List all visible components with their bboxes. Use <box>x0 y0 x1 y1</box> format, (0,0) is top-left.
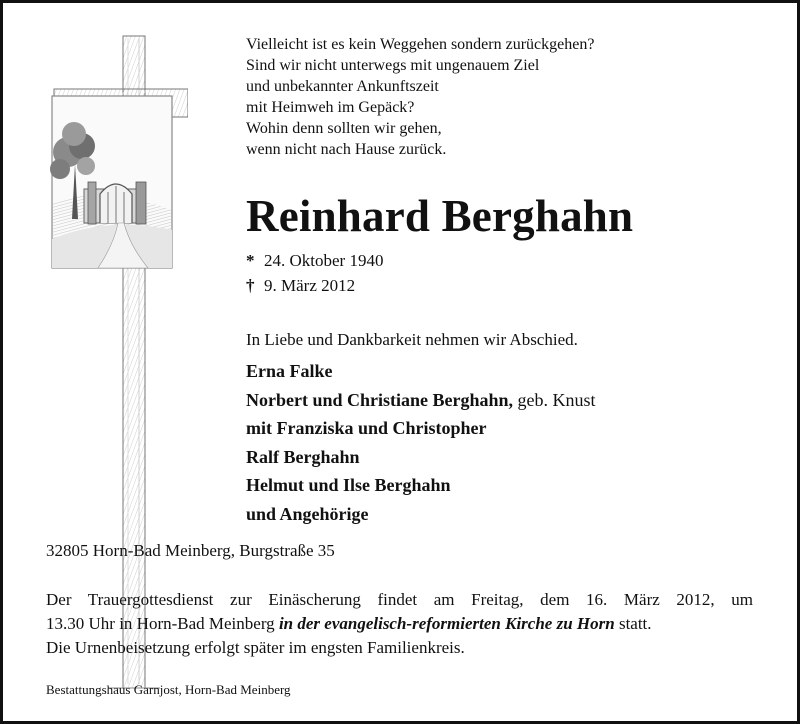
family-member: Norbert und Christiane Berghahn, <box>246 389 514 410</box>
family-member: Helmut und Ilse Berghahn <box>246 475 451 496</box>
service-line <box>46 612 753 636</box>
poem-line: Sind wir nicht unterwegs mit ungenauem Ziel <box>246 57 540 74</box>
family-member: Ralf Berghahn <box>246 446 360 467</box>
farewell-text: In Liebe und Dankbarkeit nehmen wir Abschied. <box>246 330 578 349</box>
service-text: statt. <box>614 614 652 633</box>
poem-line: und unbekannter Ankunftszeit <box>246 78 439 95</box>
family-member: mit Franziska und Christopher <box>246 418 487 439</box>
birth-date: 24. Oktober 1940 <box>264 251 384 270</box>
birth-symbol: * <box>246 251 255 270</box>
family-member: Erna Falke <box>246 361 333 381</box>
service-text: 13.30 Uhr in Horn-Bad Meinberg <box>46 614 279 633</box>
life-dates <box>246 248 383 298</box>
funeral-home: Bestattungshaus Garnjost, Horn-Bad Meinberg <box>46 682 291 697</box>
death-symbol: † <box>246 276 255 295</box>
address: 32805 Horn-Bad Meinberg, Burgstraße 35 <box>46 541 335 560</box>
poem <box>246 34 594 160</box>
poem-line: mit Heimweh im Gepäck? <box>246 99 415 116</box>
death-date: 9. März 2012 <box>264 276 356 295</box>
church-name: in der evangelisch-reformierten Kirche zu Horn <box>278 614 615 633</box>
service-line: Die Urnenbeisetzung erfolgt später im engsten Familienkreis. <box>46 638 465 657</box>
poem-line: Wohin denn sollten wir gehen, <box>246 120 442 137</box>
service-line: Der Trauergottesdienst zur Einäscherung findet am Freitag, dem 16. März 2012, um <box>46 590 753 609</box>
family-list <box>246 357 596 529</box>
family-member: und Angehörige <box>246 503 369 524</box>
family-member-maiden-name: geb. Knust <box>513 389 596 410</box>
poem-line: wenn nicht nach Hause zurück. <box>246 141 447 158</box>
poem-line: Vielleicht ist es kein Weggehen sondern zurückgehen? <box>246 36 595 53</box>
death-line <box>246 273 383 298</box>
birth-line <box>246 248 383 273</box>
service-notice <box>46 588 753 660</box>
deceased-name: Reinhard Berghahn <box>246 191 634 241</box>
